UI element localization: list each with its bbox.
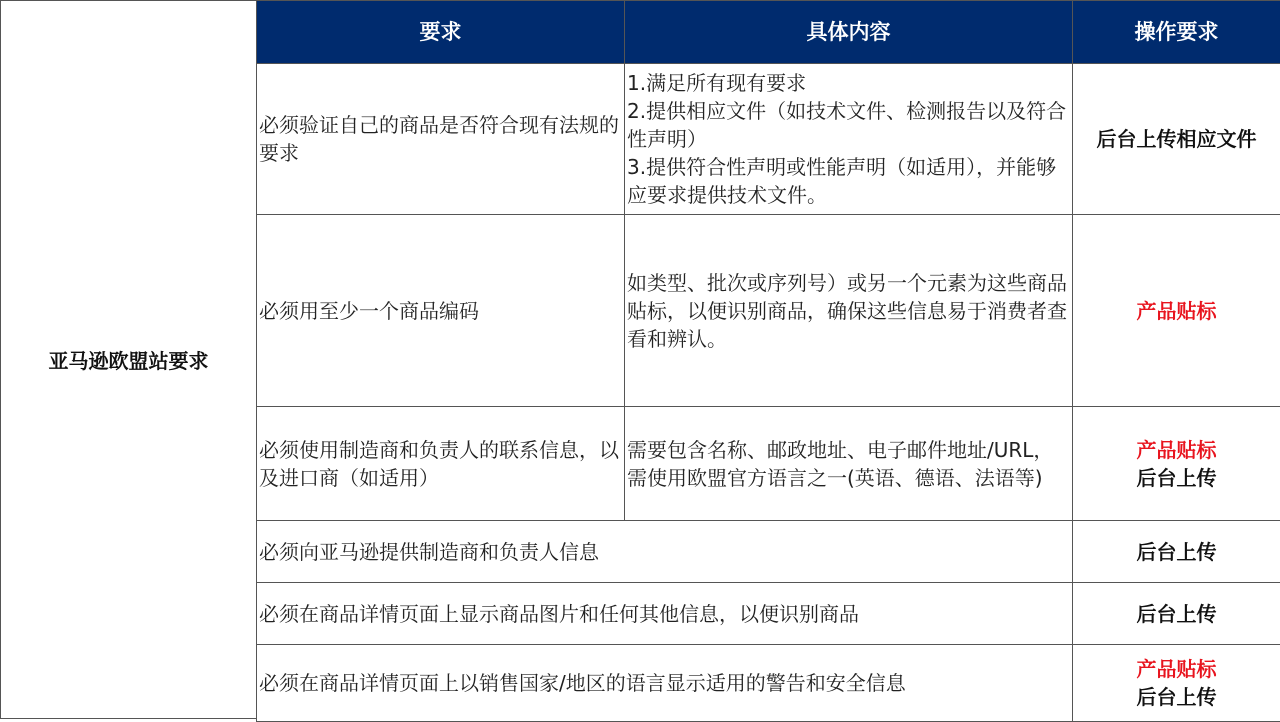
action-label-product: 产品贴标 <box>1075 297 1278 325</box>
requirement-cell: 必须验证自己的商品是否符合现有法规的要求 <box>257 64 625 215</box>
marketplace-label: 亚马逊欧盟站要求 <box>0 0 257 719</box>
detail-line: 1.满足所有现有要求 <box>627 69 1070 97</box>
action-cell <box>1073 215 1280 407</box>
action-upload: 后台上传 <box>1075 600 1278 628</box>
action-upload: 后台上传相应文件 <box>1075 125 1278 153</box>
detail-line: 如类型、批次或序列号）或另一个元素为这些商品贴标，以便识别商品，确保这些信息易于消费者查看和辨认。 <box>627 269 1070 353</box>
action-cell <box>1073 521 1280 583</box>
header-detail: 具体内容 <box>625 1 1073 64</box>
action-cell <box>1073 645 1280 722</box>
action-upload: 后台上传 <box>1075 464 1278 492</box>
detail-line: 需要包含名称、邮政地址、电子邮件地址/URL，需使用欧盟官方语言之一(英语、德语、法语等) <box>627 436 1070 492</box>
header-row <box>257 1 1280 64</box>
table-row <box>257 645 1280 722</box>
detail-cell <box>625 407 1073 521</box>
action-label-product: 产品贴标 <box>1075 655 1278 683</box>
requirement-cell: 必须在商品详情页面上显示商品图片和任何其他信息，以便识别商品 <box>257 583 1073 645</box>
action-cell <box>1073 583 1280 645</box>
action-label-product: 产品贴标 <box>1075 436 1278 464</box>
detail-cell <box>625 215 1073 407</box>
action-upload: 后台上传 <box>1075 683 1278 711</box>
table-row <box>257 64 1280 215</box>
action-cell <box>1073 64 1280 215</box>
action-upload: 后台上传 <box>1075 538 1278 566</box>
table-row <box>257 521 1280 583</box>
header-action: 操作要求 <box>1073 1 1280 64</box>
requirement-cell: 必须向亚马逊提供制造商和负责人信息 <box>257 521 1073 583</box>
requirement-cell: 必须用至少一个商品编码 <box>257 215 625 407</box>
requirement-cell: 必须在商品详情页面上以销售国家/地区的语言显示适用的警告和安全信息 <box>257 645 1073 722</box>
header-requirement: 要求 <box>257 1 625 64</box>
detail-cell <box>625 64 1073 215</box>
detail-line: 3.提供符合性声明或性能声明（如适用），并能够应要求提供技术文件。 <box>627 153 1070 209</box>
table-row <box>257 215 1280 407</box>
table-row <box>257 407 1280 521</box>
detail-line: 2.提供相应文件（如技术文件、检测报告以及符合性声明） <box>627 97 1070 153</box>
table-row <box>257 583 1280 645</box>
action-cell <box>1073 407 1280 521</box>
requirement-cell: 必须使用制造商和负责人的联系信息，以及进口商（如适用） <box>257 407 625 521</box>
requirements-table <box>256 0 1280 722</box>
